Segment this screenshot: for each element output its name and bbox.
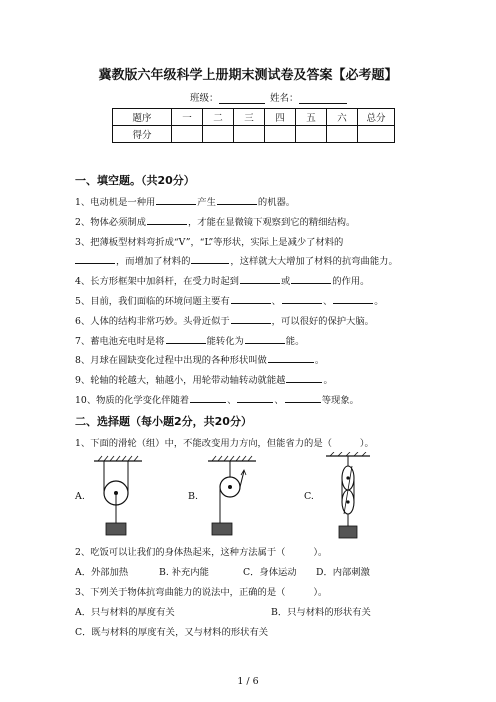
question-2-1: 1、下面的滑轮（组）中，不能改变用力方向，但能省力的是（ ）。 [75,438,374,449]
text: 、 [271,296,281,307]
class-blank [219,92,265,104]
text: 、 [274,395,284,406]
text: 的作用。 [332,276,370,287]
answer-blank [166,333,206,344]
question-1-1 [75,194,295,208]
question-1-2 [75,214,355,228]
score-cell [358,126,395,143]
answer-blank [291,273,331,284]
answer-blank [147,214,187,225]
text: 4、长方形框架中加斜杆，在受力时起到 [75,276,239,287]
table-cell: 三 [234,109,265,126]
option-a: A．外部加热 [75,567,129,578]
answer-blank [156,194,196,205]
question-1-4 [75,273,369,287]
score-cell [172,126,203,143]
text: 。 [374,296,384,307]
section2-heading: 二、选择题（每小题2分，共20分） [75,415,252,428]
text: ，这样就大大增加了材料的抗弯曲能力。 [230,256,398,267]
text: 等现象。 [321,395,359,406]
question-1-5 [75,293,384,307]
answer-blank [285,392,321,403]
question-1-3-cont [75,253,398,267]
answer-blank [333,293,373,304]
text: 7、蓄电池充电时是将 [75,336,165,347]
answer-blank [286,372,322,383]
table-cell: 五 [296,109,327,126]
answer-blank [268,352,314,363]
answer-blank [237,392,273,403]
score-cell [203,126,234,143]
question-2-2: 2、吃饭可以让我们的身体热起来，这种方法属于（ ）。 [75,547,328,558]
table-cell: 四 [265,109,296,126]
option-d: D．内部刺激 [316,567,370,578]
score-table-header-row [113,109,395,126]
text: 、 [227,395,237,406]
section1-heading: 一、填空题。（共20分） [75,174,195,187]
table-cell: 一 [172,109,203,126]
score-cell [234,126,265,143]
option-c: C．身体运动 [243,567,297,578]
option-b: B．只与材料的形状有关 [271,607,371,618]
answer-blank [282,293,322,304]
text: 8、月球在圆缺变化过程中出现的各种形状叫做 [75,355,267,366]
question-1-10 [75,392,359,406]
score-table [112,108,395,143]
text: 9、轮轴的轮越大，轴越小，用轮带动轴转动就能越 [75,375,286,386]
question-1-8 [75,352,324,366]
table-cell: 题序 [113,109,172,126]
name-label: 姓名： [270,93,299,104]
text: ，可以很好的保护大脑。 [271,316,374,327]
option-a-label: A. [75,491,85,502]
pulley-figure-a [90,455,146,537]
text: 、 [322,296,333,307]
option-b: B. 补充内能 [159,567,209,578]
table-cell: 六 [327,109,358,126]
question-1-3 [75,234,343,248]
question-2-3-option-c: C．既与材料的厚度有关，又与材料的形状有关 [75,627,269,638]
option-c-label: C. [304,491,314,502]
table-cell: 总分 [358,109,395,126]
question-1-9 [75,372,333,386]
text: ，才能在显微镜下观察到它的精细结构。 [188,217,356,228]
text: ，而增加了材料的 [116,256,191,267]
question-1-7 [75,333,304,347]
name-field [270,90,347,104]
table-cell: 得分 [113,126,172,143]
class-label: 班级： [190,93,219,104]
score-cell [296,126,327,143]
option-b-label: B. [188,491,199,502]
answer-blank [75,253,115,264]
score-cell [327,126,358,143]
name-blank [299,92,347,104]
text: 或 [280,276,291,287]
page-number: 1 / 6 [237,676,259,687]
text: 10、物质的化学变化伴随着 [75,395,190,406]
question-1-6 [75,313,374,327]
answer-blank [217,194,257,205]
text: 。 [323,375,333,386]
table-cell: 二 [203,109,234,126]
text: 1、电动机是一种用 [75,197,156,208]
answer-blank [231,313,271,324]
text: 能转化为 [206,336,244,347]
answer-blank [190,392,226,403]
answer-blank [231,293,271,304]
score-cell [265,126,296,143]
answer-blank [191,253,229,264]
text: 能。 [285,336,305,347]
answer-blank [245,333,285,344]
text: 6、人体的结构非常巧妙。头骨近似于 [75,316,230,327]
text: 3、把薄板型材料弯折成“V”，“L”等形状，实际上是减少了材料的 [75,237,344,248]
text: 5、目前，我们面临的环境问题主要有 [75,296,230,307]
text: 2、物体必须制成 [75,217,146,228]
answer-blank [240,273,280,284]
document-title: 冀教版六年级科学上册期末测试卷及答案【必考题】 [98,68,398,83]
class-field [190,90,265,104]
pulley-figure-b [204,455,260,537]
pulley-figure-c [322,452,374,542]
text: 的机器。 [257,197,296,208]
score-table-score-row [113,126,395,143]
question-2-3: 3、下列关于物体抗弯曲能力的说法中，正确的是（ ）。 [75,587,328,598]
text: 。 [314,355,325,366]
text: 产生 [197,197,216,208]
option-a: A．只与材料的厚度有关 [75,607,175,618]
